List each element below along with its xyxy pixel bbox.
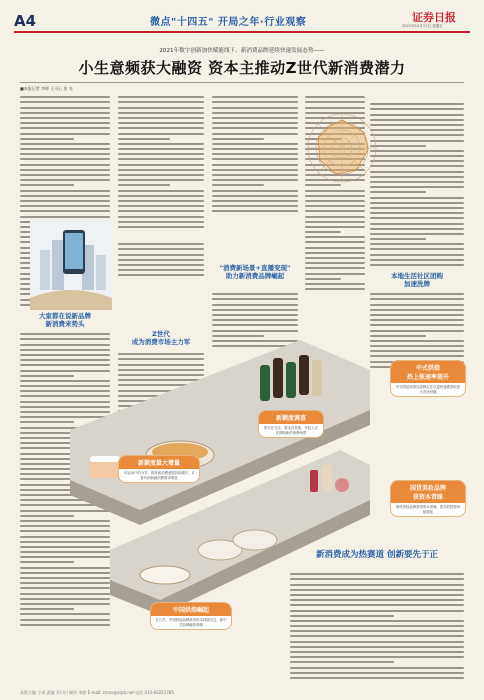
text-line: [305, 252, 365, 254]
text-line: [20, 127, 110, 129]
subhead-live-streaming: "消费新场景+直播变现" 助力新消费品牌崛起: [219, 264, 291, 280]
article-headline: 小生意频获大融资 资本主推动Z世代新消费潜力: [78, 59, 406, 77]
headline-rule: [20, 82, 464, 83]
text-line: [212, 153, 298, 155]
text-line: [212, 143, 298, 145]
text-line: [290, 635, 464, 637]
text-line: [305, 288, 365, 290]
text-line: [370, 176, 464, 178]
text-line: [290, 672, 464, 674]
text-line: [20, 468, 74, 470]
text-line: [305, 184, 341, 186]
text-line: [370, 304, 464, 306]
paper-name: 证券日报: [412, 11, 456, 24]
text-line: [118, 158, 204, 160]
text-line: [290, 641, 464, 643]
text-line: [20, 375, 74, 377]
article-byline: ■本报记者 李婷 王可心 张 亮: [20, 86, 73, 91]
text-line: [370, 114, 464, 116]
text-line: [212, 164, 298, 166]
text-line: [118, 117, 204, 119]
text-line: [20, 148, 110, 150]
text-line: [370, 191, 426, 193]
text-line: [290, 625, 464, 627]
text-line: [20, 190, 110, 192]
text-line: [212, 184, 264, 186]
info-bubble-cosmetics: 国货美妆品牌 获资本青睐 国货美妆品牌获得资本青睐，资本的投资持续增加: [390, 480, 466, 517]
text-line: [370, 324, 464, 326]
subhead-new-brands: 大家都在说新品牌 新消费来势头: [39, 312, 91, 328]
text-line: [305, 101, 365, 103]
text-line: [20, 112, 110, 114]
text-line: [118, 164, 204, 166]
text-line: [305, 273, 365, 275]
text-line: [370, 145, 426, 147]
text-line: [370, 335, 426, 337]
text-column-2: [118, 93, 204, 233]
text-line: [212, 190, 298, 192]
text-column-5: [370, 100, 464, 270]
text-line: [370, 212, 464, 214]
text-line: [20, 624, 110, 626]
text-line: [20, 515, 74, 517]
text-line: [370, 160, 464, 162]
text-line: [20, 107, 110, 109]
text-line: [370, 103, 464, 105]
text-line: [370, 248, 464, 250]
text-line: [305, 107, 365, 109]
text-line: [118, 254, 204, 256]
text-line: [118, 153, 204, 155]
text-line: [20, 164, 110, 166]
text-line: [370, 223, 464, 225]
text-line: [118, 200, 204, 202]
text-line: [118, 190, 204, 192]
text-line: [290, 630, 464, 632]
text-line: [212, 179, 298, 181]
text-line: [118, 133, 204, 135]
text-line: [290, 651, 464, 653]
text-line: [212, 127, 298, 129]
info-bubble-chinese-bakery: 中式烘焙 热上涨速率提升 中式烘焙和茶饮品牌正在以更快速度获取更大市场份额: [390, 360, 466, 397]
text-line: [212, 195, 298, 197]
text-line: [370, 217, 464, 219]
text-line: [305, 205, 365, 207]
article-kicker: 2021年数字创新加快赋能线下、新消费品牌延续快速发展态势——: [159, 48, 325, 54]
text-line: [305, 226, 365, 228]
text-line: [20, 96, 110, 98]
text-line: [118, 96, 204, 98]
text-line: [305, 195, 365, 197]
text-line: [290, 646, 464, 648]
text-line: [370, 124, 464, 126]
text-line: [118, 221, 204, 223]
info-bubble-bakery-rise: 中国烘焙崛起 近几年，中国烘焙品牌获得资本持续关注，新中式品牌融资频频: [150, 602, 232, 630]
text-line: [118, 216, 204, 218]
text-line: [118, 210, 204, 212]
text-line: [118, 174, 204, 176]
text-line: [370, 202, 464, 204]
text-line: [118, 205, 204, 207]
text-line: [20, 101, 110, 103]
text-line: [370, 350, 464, 352]
text-line: [20, 174, 110, 176]
text-line: [305, 278, 341, 280]
text-line: [212, 133, 298, 135]
text-line: [212, 107, 298, 109]
text-line: [305, 283, 365, 285]
text-line: [118, 122, 204, 124]
text-line: [212, 293, 298, 295]
text-line: [118, 264, 204, 266]
text-line: [370, 181, 464, 183]
text-column-10: [370, 290, 464, 370]
text-line: [118, 107, 204, 109]
text-line: [212, 174, 298, 176]
text-line: [212, 148, 298, 150]
text-line: [118, 179, 204, 181]
text-line: [305, 231, 341, 233]
text-line: [20, 216, 110, 218]
text-line: [20, 133, 110, 135]
text-line: [370, 238, 426, 240]
text-line: [20, 205, 110, 207]
info-bubble-survey: 新颖度调查 资本在关注、资本在投资，年轻人正在期待新的消费场景: [258, 410, 324, 438]
text-line: [20, 122, 110, 124]
text-line: [212, 200, 298, 202]
text-line: [370, 140, 464, 142]
text-line: [305, 241, 365, 243]
text-line: [370, 134, 464, 136]
text-line: [370, 207, 464, 209]
text-line: [20, 184, 74, 186]
subhead-community-group-buying: 本地生活社区团购 加速洗牌: [391, 272, 443, 288]
text-line: [118, 259, 204, 261]
text-line: [370, 254, 464, 256]
text-line: [118, 269, 204, 271]
text-line: [212, 96, 298, 98]
text-line: [370, 165, 464, 167]
text-line: [370, 319, 464, 321]
text-line: [20, 158, 110, 160]
header-rule: [14, 31, 470, 33]
text-line: [305, 200, 365, 202]
page-footer: 本版主编 于南 责编 乔川川 制作 李波 E-mail: zmzx@zqrb.net 电话 010-83251785: [20, 690, 174, 695]
text-line: [370, 233, 464, 235]
text-line: [118, 101, 204, 103]
text-line: [305, 267, 365, 269]
text-line: [370, 129, 464, 131]
text-line: [305, 96, 365, 98]
text-line: [305, 190, 365, 192]
text-line: [370, 293, 464, 295]
text-line: [20, 200, 110, 202]
text-line: [20, 561, 74, 563]
text-line: [290, 620, 464, 622]
text-line: [370, 340, 464, 342]
text-line: [370, 186, 464, 188]
text-line: [212, 169, 298, 171]
text-line: [20, 143, 110, 145]
text-line: [118, 184, 170, 186]
text-line: [370, 150, 464, 152]
text-line: [370, 355, 464, 357]
text-line: [305, 247, 365, 249]
text-line: [118, 226, 204, 228]
text-line: [20, 138, 74, 140]
text-line: [305, 262, 365, 264]
page-banner: 微点"十四五" 开局之年·行业观察: [150, 17, 307, 28]
text-line: [370, 228, 464, 230]
phone-city-illustration: [30, 220, 112, 310]
text-line: [305, 236, 365, 238]
text-line: [212, 101, 298, 103]
text-line: [118, 138, 170, 140]
text-line: [20, 195, 110, 197]
text-line: [118, 169, 204, 171]
text-line: [212, 138, 264, 140]
text-line: [290, 656, 464, 658]
info-bubble-growth: 新颖度最大增量 年轻用户的分享、推荐和消费意愿持续增长，Z世代的新颖消费需求明显: [118, 455, 200, 483]
text-line: [370, 345, 464, 347]
text-line: [118, 274, 204, 276]
text-line: [290, 667, 464, 669]
page-label: A4: [14, 12, 37, 30]
text-line: [20, 210, 110, 212]
text-line: [305, 257, 365, 259]
text-line: [20, 117, 110, 119]
text-line: [370, 171, 464, 173]
text-line: [20, 608, 74, 610]
text-line: [370, 259, 464, 261]
text-line: [20, 179, 110, 181]
text-line: [118, 248, 204, 250]
text-line: [305, 210, 365, 212]
conveyor-illustration: [70, 300, 370, 620]
text-line: [118, 195, 204, 197]
text-line: [118, 112, 204, 114]
text-line: [290, 661, 394, 663]
text-column-7: [118, 240, 204, 280]
text-line: [212, 112, 298, 114]
text-line: [370, 298, 464, 300]
text-line: [118, 127, 204, 129]
text-line: [212, 205, 298, 207]
text-line: [212, 117, 298, 119]
text-line: [370, 155, 464, 157]
text-line: [305, 216, 365, 218]
subhead-gen-z: Z世代 成为消费市场主力军: [131, 330, 191, 346]
text-line: [20, 169, 110, 171]
text-line: [212, 158, 298, 160]
text-line: [370, 243, 464, 245]
text-line: [370, 309, 464, 311]
text-line: [118, 143, 204, 145]
text-line: [370, 330, 464, 332]
text-line: [305, 221, 365, 223]
text-column-3: [212, 93, 298, 213]
text-line: [212, 122, 298, 124]
text-line: [370, 264, 464, 266]
text-line: [370, 108, 464, 110]
text-line: [118, 243, 204, 245]
text-line: [370, 197, 464, 199]
radar-chart-illustration: [306, 112, 378, 184]
text-line: [290, 677, 464, 679]
text-line: [212, 210, 298, 212]
text-line: [20, 421, 74, 423]
text-line: [20, 153, 110, 155]
bottom-section-title: 新消费成为热赛道 创新要先于正: [316, 550, 438, 560]
text-line: [370, 314, 464, 316]
date-line: 2021年12月17日 星期五: [402, 24, 443, 28]
text-line: [118, 148, 204, 150]
text-line: [370, 119, 464, 121]
